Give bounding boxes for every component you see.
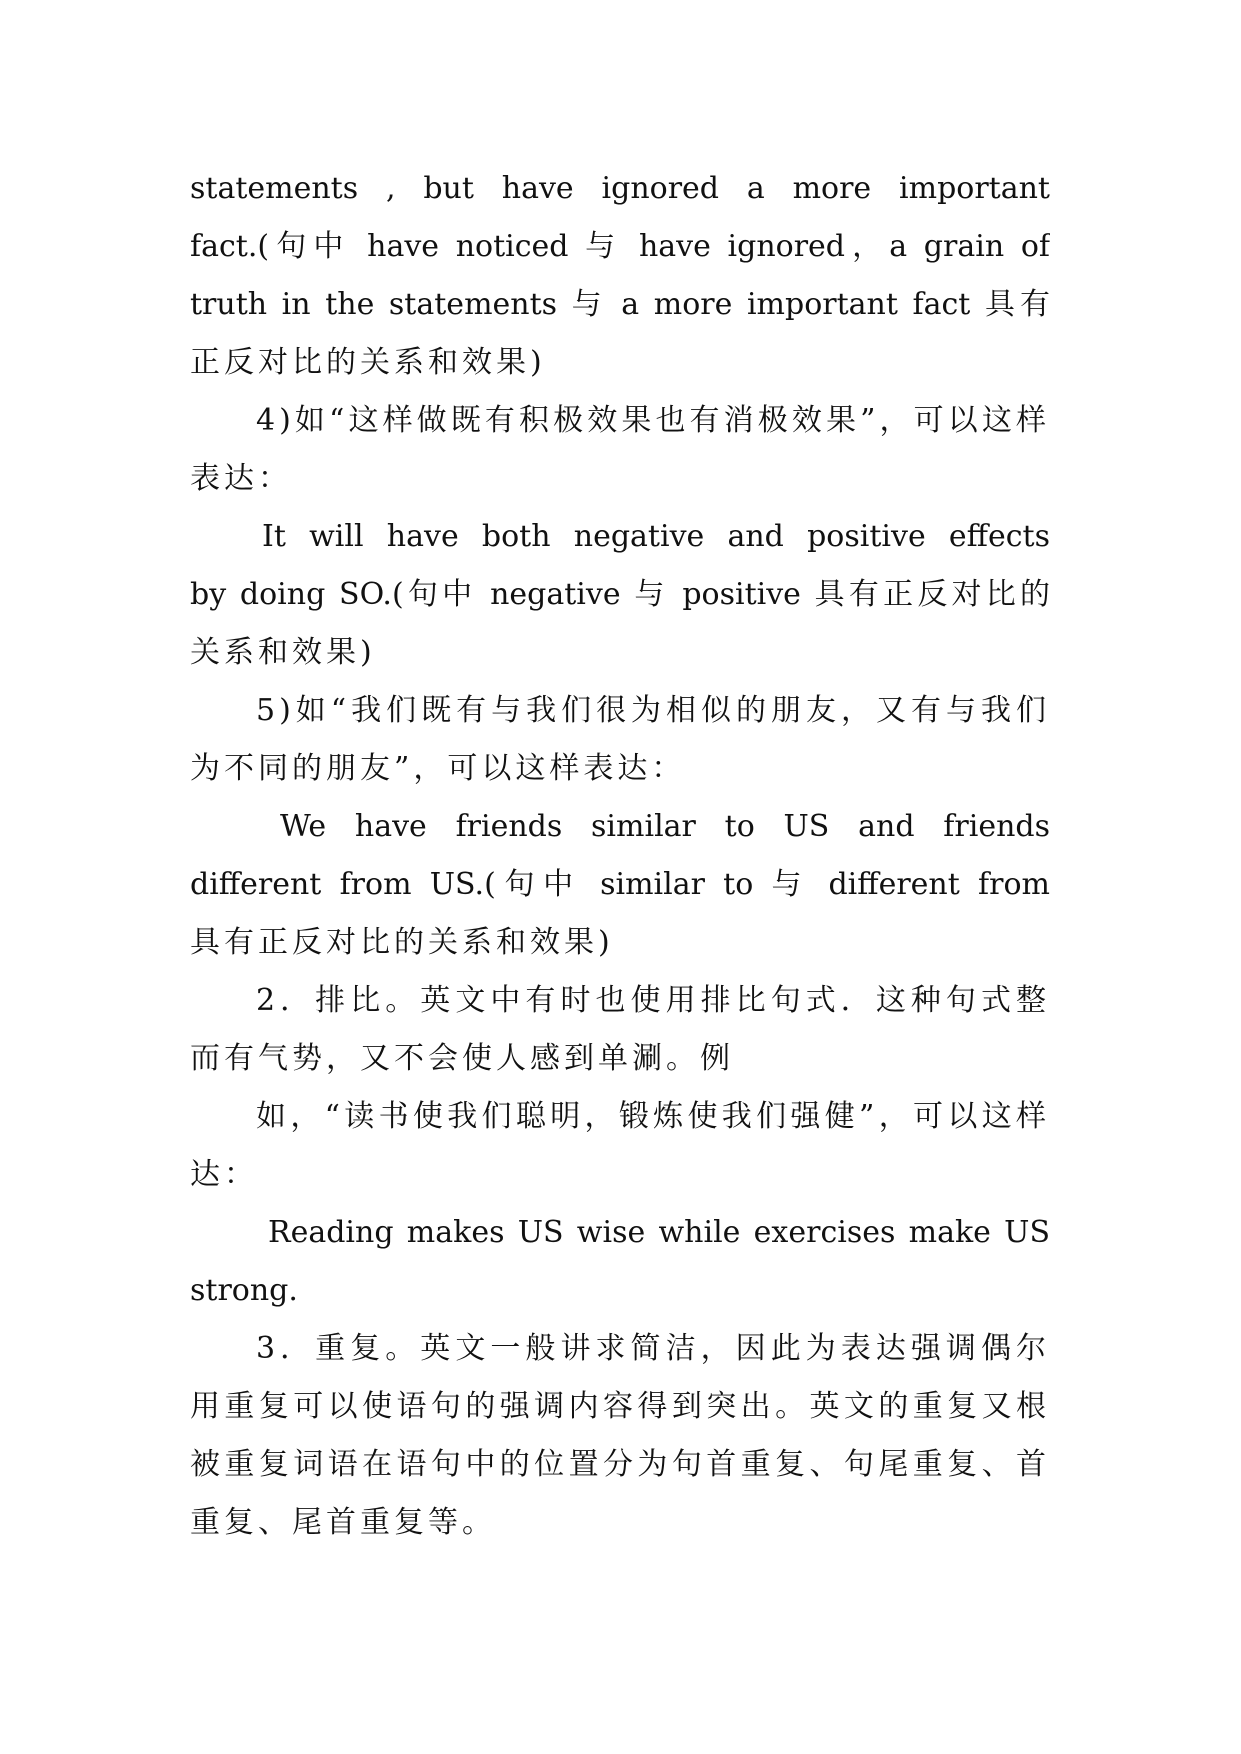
text-line-23: 被重复词语在语句中的位置分为句首重复、句尾重复、首 <box>190 1447 1050 1482</box>
text-line-14: 具有正反对比的关系和效果) <box>190 925 614 960</box>
text-line-18: 达： <box>190 1157 258 1192</box>
text-line-1: statements , but have ignored a more important <box>190 171 1050 206</box>
text-line-4: 正反对比的关系和效果) <box>190 345 546 380</box>
text-line-11: 为不同的朋友”，可以这样表达： <box>190 751 686 786</box>
text-line-9: 关系和效果) <box>190 635 376 670</box>
text-line-5: 4)如“这样做既有积极效果也有消极效果”，可以这样 <box>256 403 1050 438</box>
text-line-21: 3．重复。英文一般讲求简洁，因此为表达强调偶尔 <box>256 1331 1050 1366</box>
text-line-22: 用重复可以使语句的强调内容得到突出。英文的重复又根 <box>190 1389 1050 1424</box>
text-line-6: 表达： <box>190 461 292 496</box>
text-line-19: Reading makes US wise while exercises make US <box>268 1215 1050 1250</box>
text-line-13: different from US.(句中 similar to 与 different from <box>190 867 1050 902</box>
text-line-15: 2．排比。英文中有时也使用排比句式．这种句式整 <box>256 983 1050 1018</box>
text-line-12: We have friends similar to US and friends <box>280 809 1050 844</box>
text-line-20: strong. <box>190 1273 298 1308</box>
text-line-2: fact.(句中 have noticed 与 have ignored，a grain of <box>190 229 1050 264</box>
text-line-8: by doing SO.(句中 negative 与 positive 具有正反对比的 <box>190 577 1050 612</box>
text-line-10: 5)如“我们既有与我们很为相似的朋友，又有与我们 <box>256 693 1050 728</box>
text-line-3: truth in the statements 与 a more important fact 具有 <box>190 287 1050 322</box>
text-line-16: 而有气势，又不会使人感到单涮。例 <box>190 1041 734 1076</box>
text-line-24: 重复、尾首重复等。 <box>190 1505 496 1540</box>
text-line-17: 如，“读书使我们聪明，锻炼使我们强健”，可以这样 <box>256 1099 1050 1134</box>
document-body <box>190 160 1050 1552</box>
text-line-7: It will have both negative and positive effects <box>262 519 1050 554</box>
